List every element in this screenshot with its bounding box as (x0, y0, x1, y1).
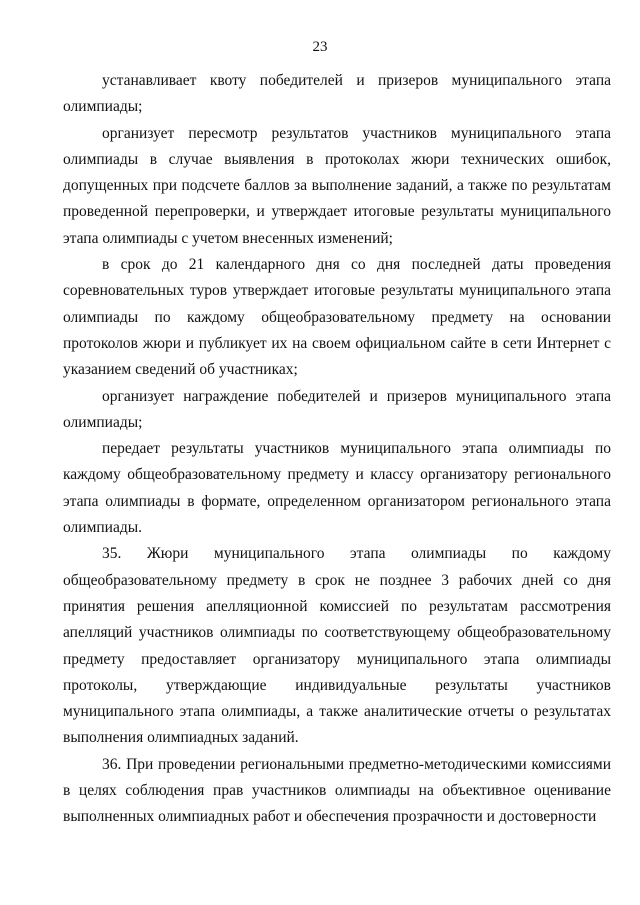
paragraph-transfer-results: передает результаты участников муниципального этапа олимпиады по каждому общеобразовательному предмету и классу организатору регионального этапа олимпиады в формате, определенном организатором регионального этапа олимпиады. (63, 440, 611, 537)
paragraph-review: организует пересмотр результатов участников муниципального этапа олимпиады в случае выявления в протоколах жюри технических ошибок, допущенных при подсчете баллов за выполнение заданий, а также по результатам проведенной перепроверки, и утверждает итоговые результаты муниципального этапа олимпиады с учетом внесенных изменений; (63, 124, 611, 247)
paragraph-quota: устанавливает квоту победителей и призеров муниципального этапа олимпиады; (63, 72, 611, 116)
paragraph-awards: организует награждение победителей и призеров муниципального этапа олимпиады; (63, 387, 611, 431)
paragraph-item-36: 36. При проведении региональными предметно-методическими комиссиями в целях соблюдения прав участников олимпиады на объективное оценивание выполненных олимпиадных работ и обеспечения прозрачности и достоверности (63, 755, 611, 826)
paragraph-approval-deadline: в срок до 21 календарного дня со дня последней даты проведения соревновательных туров утверждает итоговые результаты муниципального этапа олимпиады по каждому общеобразовательному предмету на основании протоколов жюри и публикует их на своем официальном сайте в сети Интернет с указанием сведений об участниках; (63, 256, 611, 379)
document-body (63, 68, 611, 831)
paragraph-item-35: 35. Жюри муниципального этапа олимпиады по каждому общеобразовательному предмету в срок не позднее 3 рабочих дней со дня принятия решения апелляционной комиссией по результатам рассмотрения апелляций участников олимпиады по соответствующему общеобразовательному предмету предоставляет организатору муниципального этапа олимпиады протоколы, утверждающие индивидуальные результаты участников муниципального этапа олимпиады, а также аналитические отчеты о результатах выполнения олимпиадных заданий. (63, 545, 611, 747)
page-number: 23 (312, 39, 328, 55)
